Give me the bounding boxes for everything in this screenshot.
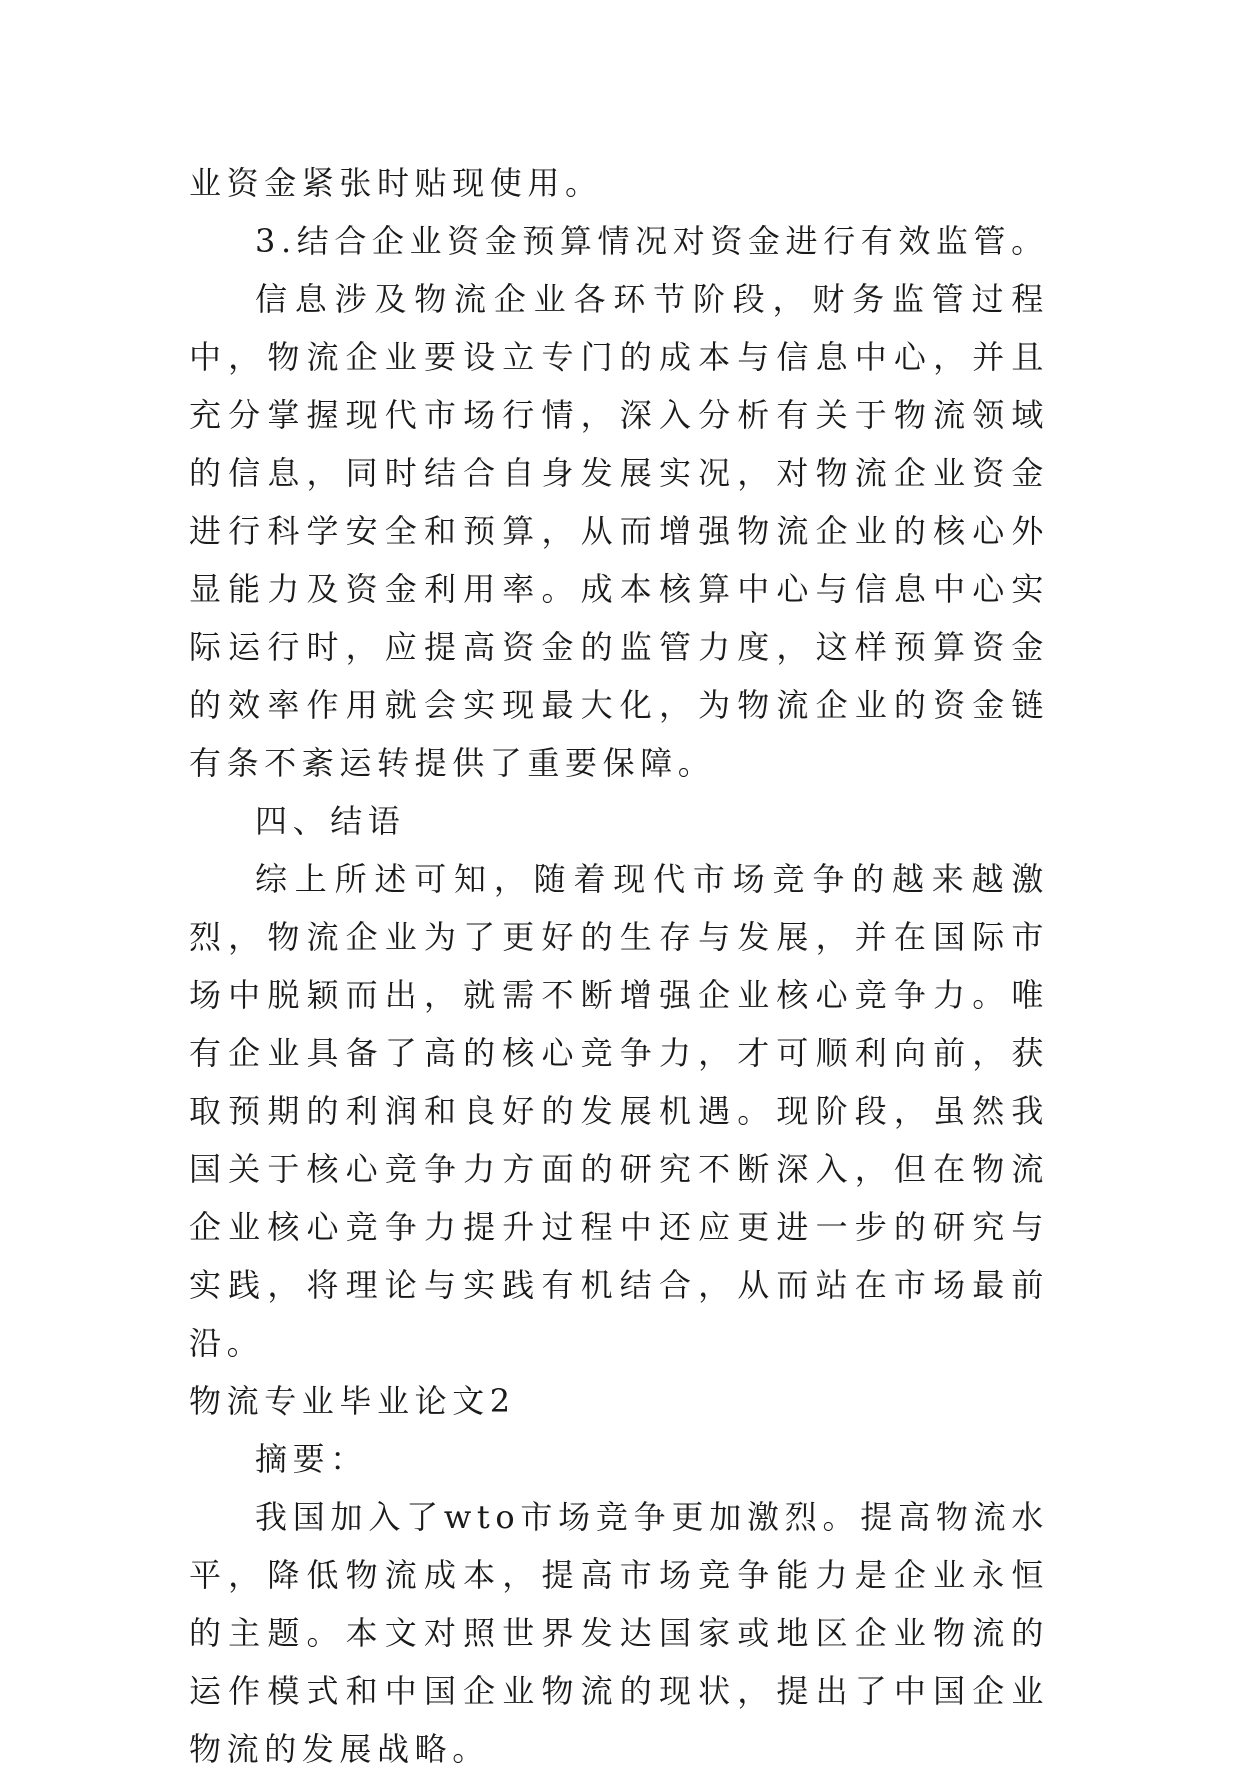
paragraph-fund-discount-continuation: 业资金紧张时贴现使用。 — [189, 164, 603, 202]
paragraph-conclusion: 综上所述可知，随着现代市场竞争的越来越激烈，物流企业为了更好的生存与发展，并在国际市场中脱颖而出，就需不断增强企业核心竞争力。唯有企业具备了高的核心竞争力，才可顺利向前，获取预期的利润和良好的发展机遇。现阶段，虽然我国关于核心竞争力方面的研究不断深入，但在物流企业核心竞争力提升过程中还应更进一步的研究与实践，将理论与实践有机结合，从而站在市场最前沿。 — [189, 860, 1049, 1362]
paragraph-information-center: 信息涉及物流企业各环节阶段，财务监管过程中，物流企业要设立专门的成本与信息中心，并且充分掌握现代市场行情，深入分析有关于物流领域的信息，同时结合自身发展实况，对物流企业资金进行科学安全和预算，从而增强物流企业的核心外显能力及资金利用率。成本核算中心与信息中心实际运行时，应提高资金的监管力度，这样预算资金的效率作用就会实现最大化，为物流企业的资金链有条不紊运转提供了重要保障。 — [189, 280, 1049, 782]
article-title-2: 物流专业毕业论文2 — [189, 1382, 516, 1420]
paragraph-fund-supervision-heading: 3.结合企业资金预算情况对资金进行有效监管。 — [255, 222, 1049, 260]
abstract-label: 摘要： — [255, 1440, 368, 1478]
paragraph-abstract: 我国加入了wto市场竞争更加激烈。提高物流水平，降低物流成本，提高市场竞争能力是企业永恒的主题。本文对照世界发达国家或地区企业物流的运作模式和中国企业物流的现状，提出了中国企业物流的发展战略。 — [189, 1498, 1049, 1768]
document-body — [189, 154, 1049, 1778]
section-heading-conclusion: 四、结语 — [255, 802, 406, 840]
